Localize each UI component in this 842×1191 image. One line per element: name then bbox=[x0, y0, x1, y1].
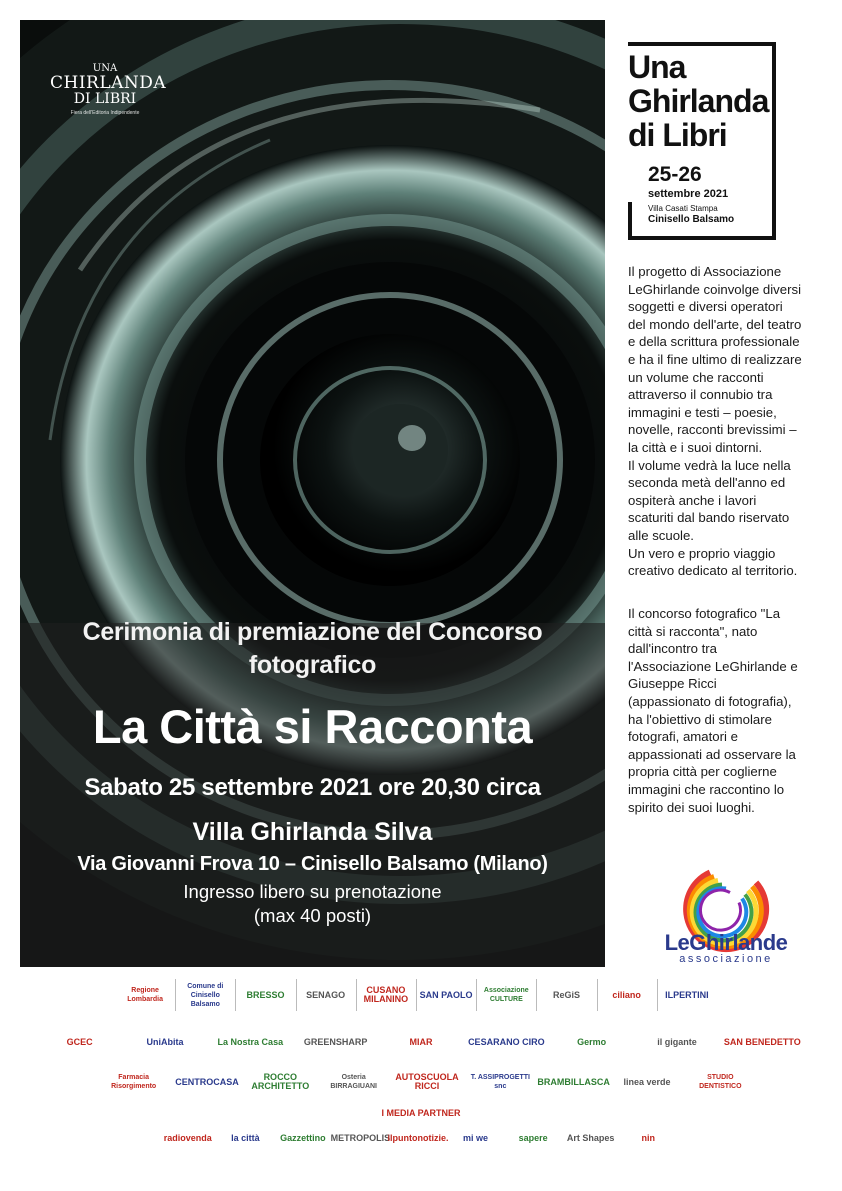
sponsor-logo: UniAbita bbox=[146, 1036, 184, 1047]
frame-line bbox=[628, 202, 632, 240]
sponsor-logo: CENTROCASA bbox=[175, 1076, 239, 1087]
text-line: (appassionato di fotografia), bbox=[628, 693, 792, 709]
sponsor-logo: Associazione CULTURE bbox=[483, 987, 529, 1003]
event-dates: 25-26 bbox=[648, 163, 702, 186]
sponsor-divider bbox=[296, 979, 297, 1011]
text-line: alle scuole. bbox=[628, 527, 694, 543]
text-line: propria città per coglierne bbox=[628, 764, 777, 780]
sponsor-logo: il gigante bbox=[657, 1036, 697, 1047]
sponsor-logo: Osteria BIRRAGIUANI bbox=[330, 1074, 377, 1090]
text-line: immagini che raccontino lo bbox=[628, 781, 785, 797]
sponsor-logo: SENAGO bbox=[306, 989, 346, 1000]
sponsor-logo: Comune di Cinisello Balsamo bbox=[187, 982, 224, 1008]
text-line: seconda metà dell'anno ed bbox=[628, 475, 786, 491]
sponsor-logo: METROPOLIS bbox=[330, 1132, 391, 1143]
sponsor-logo: CUSANO MILANINO bbox=[363, 985, 409, 1004]
media-partner-row bbox=[0, 1120, 842, 1160]
frame-line bbox=[628, 42, 776, 46]
text-line: Il progetto di Associazione bbox=[628, 264, 782, 279]
sponsor-divider bbox=[235, 979, 236, 1011]
text-line: Il volume vedrà la luce nella bbox=[628, 457, 791, 473]
sponsor-logo: ROCCO ARCHITETTO bbox=[251, 1072, 310, 1091]
sponsor-logo: sapere bbox=[518, 1132, 548, 1143]
logo-line1: UNA bbox=[92, 63, 118, 74]
sponsor-logo: Germo bbox=[577, 1036, 607, 1047]
logo-line3: DI LIBRI bbox=[73, 91, 137, 107]
sponsor-logo: Art Shapes bbox=[566, 1132, 615, 1143]
text-line: fotografi, amatori e bbox=[628, 729, 738, 745]
text-line: immagini e testi – poesie, bbox=[628, 404, 777, 420]
caption-pretitle: Cerimonia di premiazione del Concorso fotografico bbox=[82, 618, 543, 679]
sponsor-logo: Farmacia Risorgimento bbox=[111, 1074, 157, 1090]
sponsor-row-1 bbox=[0, 977, 842, 1017]
sponsor-divider bbox=[175, 979, 176, 1011]
caption-venue: Villa Ghirlanda Silva bbox=[192, 818, 433, 846]
sponsor-logo: radiovenda bbox=[163, 1132, 212, 1143]
sponsor-logo: T. ASSIPROGETTI snc bbox=[470, 1074, 530, 1090]
sponsor-logo: SAN PAOLO bbox=[419, 989, 473, 1000]
sponsor-divider bbox=[597, 979, 598, 1011]
project-description bbox=[628, 263, 828, 580]
text-line: ospiterà anche i lavori bbox=[628, 492, 757, 508]
text-line: creativo dedicato al territorio. bbox=[628, 563, 798, 579]
sponsor-divider bbox=[476, 979, 477, 1011]
event-box bbox=[628, 42, 776, 240]
caption-address: Via Giovanni Frova 10 – Cinisello Balsamo (Milano) bbox=[77, 853, 548, 875]
sponsor-logo: ciliano bbox=[612, 989, 641, 1000]
caption-entry: Ingresso libero su prenotazione bbox=[183, 881, 442, 902]
contest-description bbox=[628, 605, 828, 816]
text-line: Un vero e proprio viaggio bbox=[628, 545, 776, 561]
sponsor-logo: AUTOSCUOLA RICCI bbox=[395, 1072, 459, 1091]
logo-line2: CHIRLANDA bbox=[50, 73, 167, 93]
text-line: LeGhirlande coinvolge diversi bbox=[628, 281, 802, 297]
text-line: e della scrittura professionale bbox=[628, 334, 800, 350]
leghirlande-sub: associazione bbox=[679, 953, 773, 965]
event-title-line2: Ghirlanda bbox=[628, 83, 769, 119]
sponsor-logo: mi we bbox=[463, 1132, 489, 1143]
text-line: soggetti e diversi operatori bbox=[628, 299, 783, 315]
sponsor-logo: CESARANO CIRO bbox=[468, 1036, 545, 1047]
media-partner-label: I MEDIA PARTNER bbox=[381, 1108, 461, 1118]
sponsor-logo: Regione Lombardia bbox=[127, 987, 163, 1003]
text-line: l'Associazione LeGhirlande e bbox=[628, 658, 798, 674]
text-line: appassionati ad osservare la bbox=[628, 746, 796, 762]
sponsor-logo: linea verde bbox=[623, 1076, 671, 1087]
text-line: Giuseppe Ricci bbox=[628, 676, 717, 692]
frame-line bbox=[628, 236, 776, 240]
sponsor-logo: ilpuntonotizie. bbox=[387, 1132, 449, 1143]
sponsor-divider bbox=[657, 979, 658, 1011]
event-title-line3: di Libri bbox=[628, 117, 727, 153]
text-line: novelle, racconti brevissimi – bbox=[628, 422, 797, 438]
event-place: Villa Casati Stampa bbox=[648, 204, 718, 213]
sponsor-row-3 bbox=[0, 1064, 842, 1104]
sponsor-logo: La Nostra Casa bbox=[217, 1036, 284, 1047]
text-line: un volume che racconti bbox=[628, 369, 764, 385]
sponsor-logo: nin bbox=[641, 1132, 655, 1143]
event-title bbox=[628, 50, 798, 152]
text-line: Il concorso fotografico "La bbox=[628, 606, 781, 621]
sponsor-logo: SAN BENEDETTO bbox=[723, 1036, 801, 1047]
sponsor-logo: la città bbox=[231, 1132, 260, 1143]
text-line: e ha il fine ultimo di realizzare bbox=[628, 351, 802, 367]
festival-logo bbox=[50, 48, 167, 138]
text-line: città si racconta", nato bbox=[628, 623, 758, 639]
sponsor-logo: MIAR bbox=[409, 1036, 433, 1047]
sponsor-logo: ILPERTINI bbox=[665, 989, 709, 1000]
text-line: del mondo dell'arte, del teatro bbox=[628, 316, 802, 332]
caption-title: La Città si Racconta bbox=[92, 700, 533, 753]
event-city: Cinisello Balsamo bbox=[648, 214, 735, 225]
sponsor-logo: ReGiS bbox=[552, 989, 580, 1000]
event-month: settembre 2021 bbox=[648, 188, 729, 200]
event-title-line1: Una bbox=[628, 49, 686, 85]
sponsor-divider bbox=[536, 979, 537, 1011]
text-line: la città e i suoi dintorni. bbox=[628, 439, 763, 455]
sponsor-logo: Gazzettino bbox=[280, 1132, 326, 1143]
text-line: scaturiti dal bando riservato bbox=[628, 510, 790, 526]
sponsor-logo: STUDIO DENTISTICO bbox=[699, 1074, 742, 1090]
sponsor-logo: BRESSO bbox=[246, 989, 285, 1000]
caption-date: Sabato 25 settembre 2021 ore 20,30 circa bbox=[84, 774, 541, 801]
caption-capacity: (max 40 posti) bbox=[253, 905, 372, 926]
logo-tagline: Fiera dell'Editoria Indipendente bbox=[70, 110, 140, 116]
leghirlande-name: LeGhirlande bbox=[664, 930, 788, 955]
sponsor-logo: GREENSHARP bbox=[303, 1036, 368, 1047]
sponsor-row-2 bbox=[0, 1024, 842, 1064]
text-line: attraverso il connubio tra bbox=[628, 387, 773, 403]
text-line: ha l'obiettivo di stimolare bbox=[628, 711, 772, 727]
text-line: dall'incontro tra bbox=[628, 641, 718, 657]
sponsor-logo: BRAMBILLASCA bbox=[537, 1076, 610, 1087]
text-line: spirito dei suoi luoghi. bbox=[628, 799, 755, 815]
sponsor-divider bbox=[356, 979, 357, 1011]
sponsor-divider bbox=[416, 979, 417, 1011]
sponsor-logo: GCEC bbox=[66, 1036, 93, 1047]
